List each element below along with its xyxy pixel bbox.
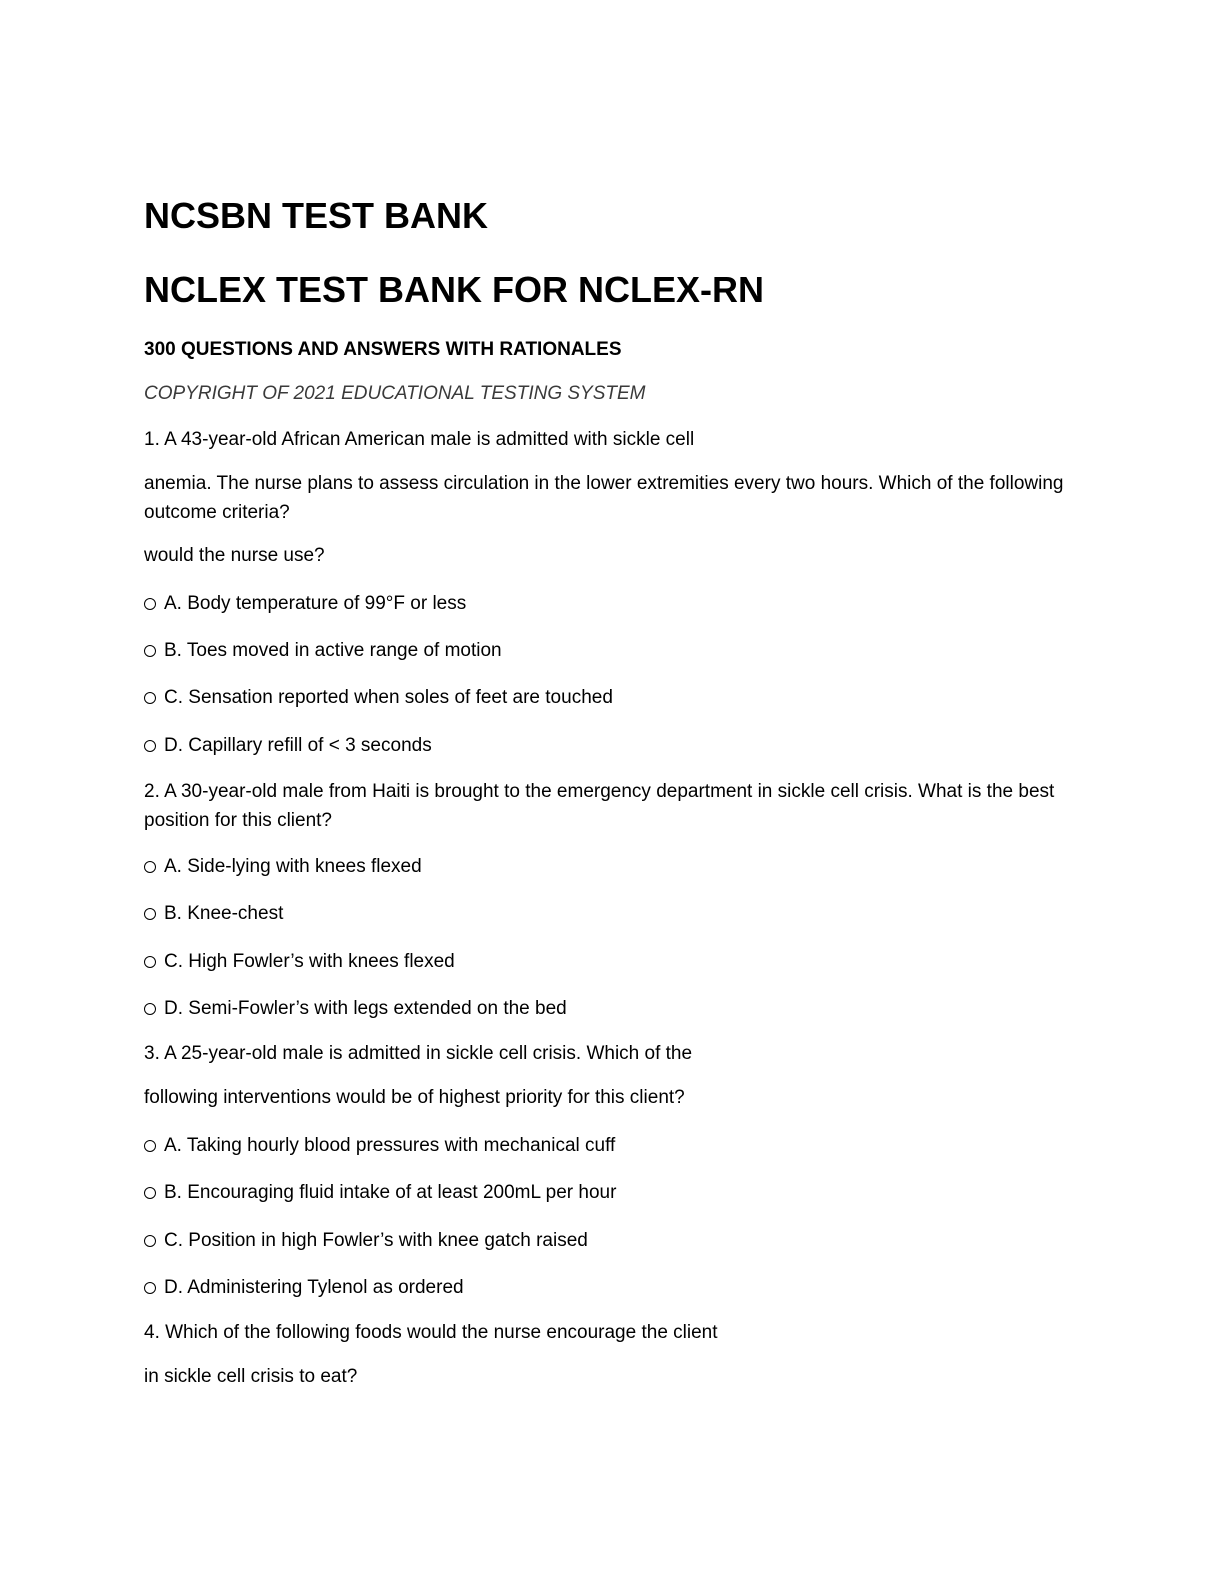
- option-label: C. High Fowler’s with knees flexed: [164, 951, 455, 972]
- question-2-option-b[interactable]: [144, 902, 283, 926]
- radio-circle-icon: [144, 908, 156, 920]
- title-nclex: NCLEX TEST BANK FOR NCLEX-RN: [144, 269, 764, 310]
- question-1-option-a[interactable]: [144, 592, 466, 616]
- option-label: D. Capillary refill of < 3 seconds: [164, 735, 432, 756]
- question-2-option-a[interactable]: [144, 855, 422, 879]
- copyright-line: COPYRIGHT OF 2021 EDUCATIONAL TESTING SYSTEM: [144, 383, 646, 404]
- radio-circle-icon: [144, 1003, 156, 1015]
- question-3-option-b[interactable]: [144, 1181, 616, 1205]
- option-label: A. Side-lying with knees flexed: [164, 856, 422, 877]
- radio-circle-icon: [144, 645, 156, 657]
- question-2-option-d[interactable]: [144, 997, 567, 1021]
- question-1-option-b[interactable]: [144, 639, 502, 663]
- radio-circle-icon: [144, 692, 156, 704]
- radio-circle-icon: [144, 598, 156, 610]
- question-1-option-c[interactable]: [144, 686, 613, 710]
- question-1-stem-line-1: 1. A 43-year-old African American male is admitted with sickle cell: [144, 429, 695, 450]
- radio-circle-icon: [144, 1187, 156, 1199]
- question-1-stem-line-2: anemia. The nurse plans to assess circulation in the lower extremities every two hours. Which of the following outcome criteria?: [144, 473, 1064, 523]
- title-ncsbn: NCSBN TEST BANK: [144, 195, 489, 236]
- question-4-stem-line-2: in sickle cell crisis to eat?: [144, 1366, 358, 1387]
- option-label: A. Taking hourly blood pressures with mechanical cuff: [164, 1135, 616, 1156]
- question-3-option-a[interactable]: [144, 1134, 615, 1158]
- question-2-option-c[interactable]: [144, 950, 455, 974]
- question-3-option-d[interactable]: [144, 1276, 464, 1300]
- radio-circle-icon: [144, 1235, 156, 1247]
- option-label: B. Knee-chest: [164, 903, 284, 924]
- question-4-stem-line-1: 4. Which of the following foods would the nurse encourage the client: [144, 1322, 718, 1343]
- option-label: C. Position in high Fowler’s with knee gatch raised: [164, 1230, 588, 1251]
- radio-circle-icon: [144, 1140, 156, 1152]
- option-label: B. Encouraging fluid intake of at least 200mL per hour: [164, 1182, 617, 1203]
- question-2-stem: 2. A 30-year-old male from Haiti is brought to the emergency department in sickle cell crisis. What is the best position for this client?: [144, 781, 1055, 831]
- option-label: D. Semi-Fowler’s with legs extended on the bed: [164, 998, 567, 1019]
- radio-circle-icon: [144, 861, 156, 873]
- subtitle: 300 QUESTIONS AND ANSWERS WITH RATIONALES: [144, 339, 622, 360]
- radio-circle-icon: [144, 956, 156, 968]
- question-3-stem-line-2: following interventions would be of highest priority for this client?: [144, 1087, 685, 1108]
- option-label: B. Toes moved in active range of motion: [164, 640, 502, 661]
- question-3-option-c[interactable]: [144, 1229, 588, 1253]
- radio-circle-icon: [144, 1282, 156, 1294]
- radio-circle-icon: [144, 740, 156, 752]
- option-label: D. Administering Tylenol as ordered: [164, 1277, 464, 1298]
- question-1-stem-line-3: would the nurse use?: [144, 545, 325, 566]
- question-3-stem-line-1: 3. A 25-year-old male is admitted in sickle cell crisis. Which of the: [144, 1043, 693, 1064]
- question-1-option-d[interactable]: [144, 734, 432, 758]
- option-label: A. Body temperature of 99°F or less: [164, 593, 467, 614]
- option-label: C. Sensation reported when soles of feet are touched: [164, 687, 613, 708]
